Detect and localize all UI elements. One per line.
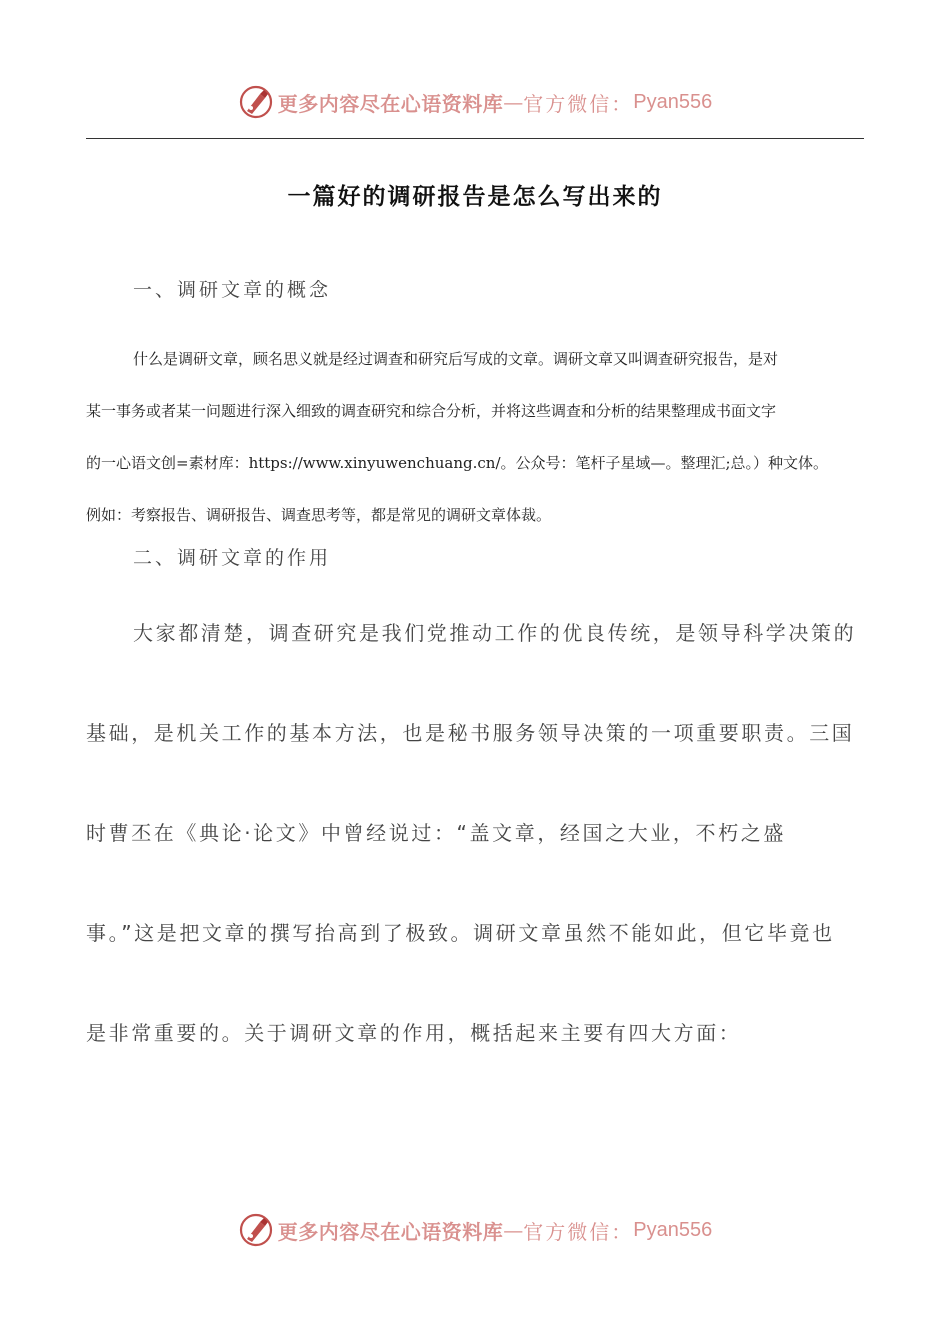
paragraph-line: 例如：考察报告、调研报告、调查思考等，都是常见的调研文章体裁。	[86, 506, 552, 524]
paragraph-line: 基础，是机关工作的基本方法，也是秘书服务领导决策的一项重要职责。三国	[86, 721, 855, 745]
banner-main-text: 更多内容尽在心语资料库	[277, 1219, 504, 1244]
paragraph-line: 的一心语文创=素材库：https://www.xinyuwenchuang.cn/。公众号：笔杆子星域—。整理汇;总。）种文体。	[86, 454, 829, 472]
paragraph-line: 某一事务或者某一问题进行深入细致的调查研究和综合分析，并将这些调查和分析的结果整理成书面文字	[86, 402, 777, 420]
header-divider	[86, 138, 864, 139]
paragraph-line: 事。”这是把文章的撰写抬高到了极致。调研文章虽然不能如此，但它毕竟也	[86, 921, 835, 945]
paragraph-line: 大家都清楚，调查研究是我们党推动工作的优良传统，是领导科学决策的	[133, 621, 857, 645]
header-banner	[0, 84, 950, 120]
pen-nib-icon	[238, 84, 274, 120]
paragraph-line: 是非常重要的。关于调研文章的作用，概括起来主要有四大方面：	[86, 1021, 742, 1045]
banner-dash: —	[503, 90, 524, 114]
banner-dash: —	[503, 1218, 524, 1242]
banner-main-text: 更多内容尽在心语资料库	[277, 91, 504, 116]
banner-wechat-id: Pyan556	[633, 1218, 713, 1241]
document-title: 一篇好的调研报告是怎么写出来的	[287, 183, 663, 210]
banner-wechat-label: 官方微信：	[523, 91, 634, 116]
footer-banner	[0, 1212, 950, 1248]
pen-nib-icon	[238, 1212, 274, 1248]
paragraph-line: 时曹丕在《典论·论文》中曾经说过：“盖文章，经国之大业，不朽之盛	[86, 821, 786, 845]
section-2-heading: 二、调研文章的作用	[133, 547, 332, 569]
banner-wechat-id: Pyan556	[633, 90, 713, 113]
paragraph-line: 什么是调研文章，顾名思义就是经过调查和研究后写成的文章。调研文章又叫调查研究报告，是对	[133, 350, 779, 368]
section-1-paragraph	[86, 333, 866, 541]
banner-wechat-label: 官方微信：	[523, 1219, 634, 1244]
section-1-heading: 一、调研文章的概念	[133, 279, 332, 301]
